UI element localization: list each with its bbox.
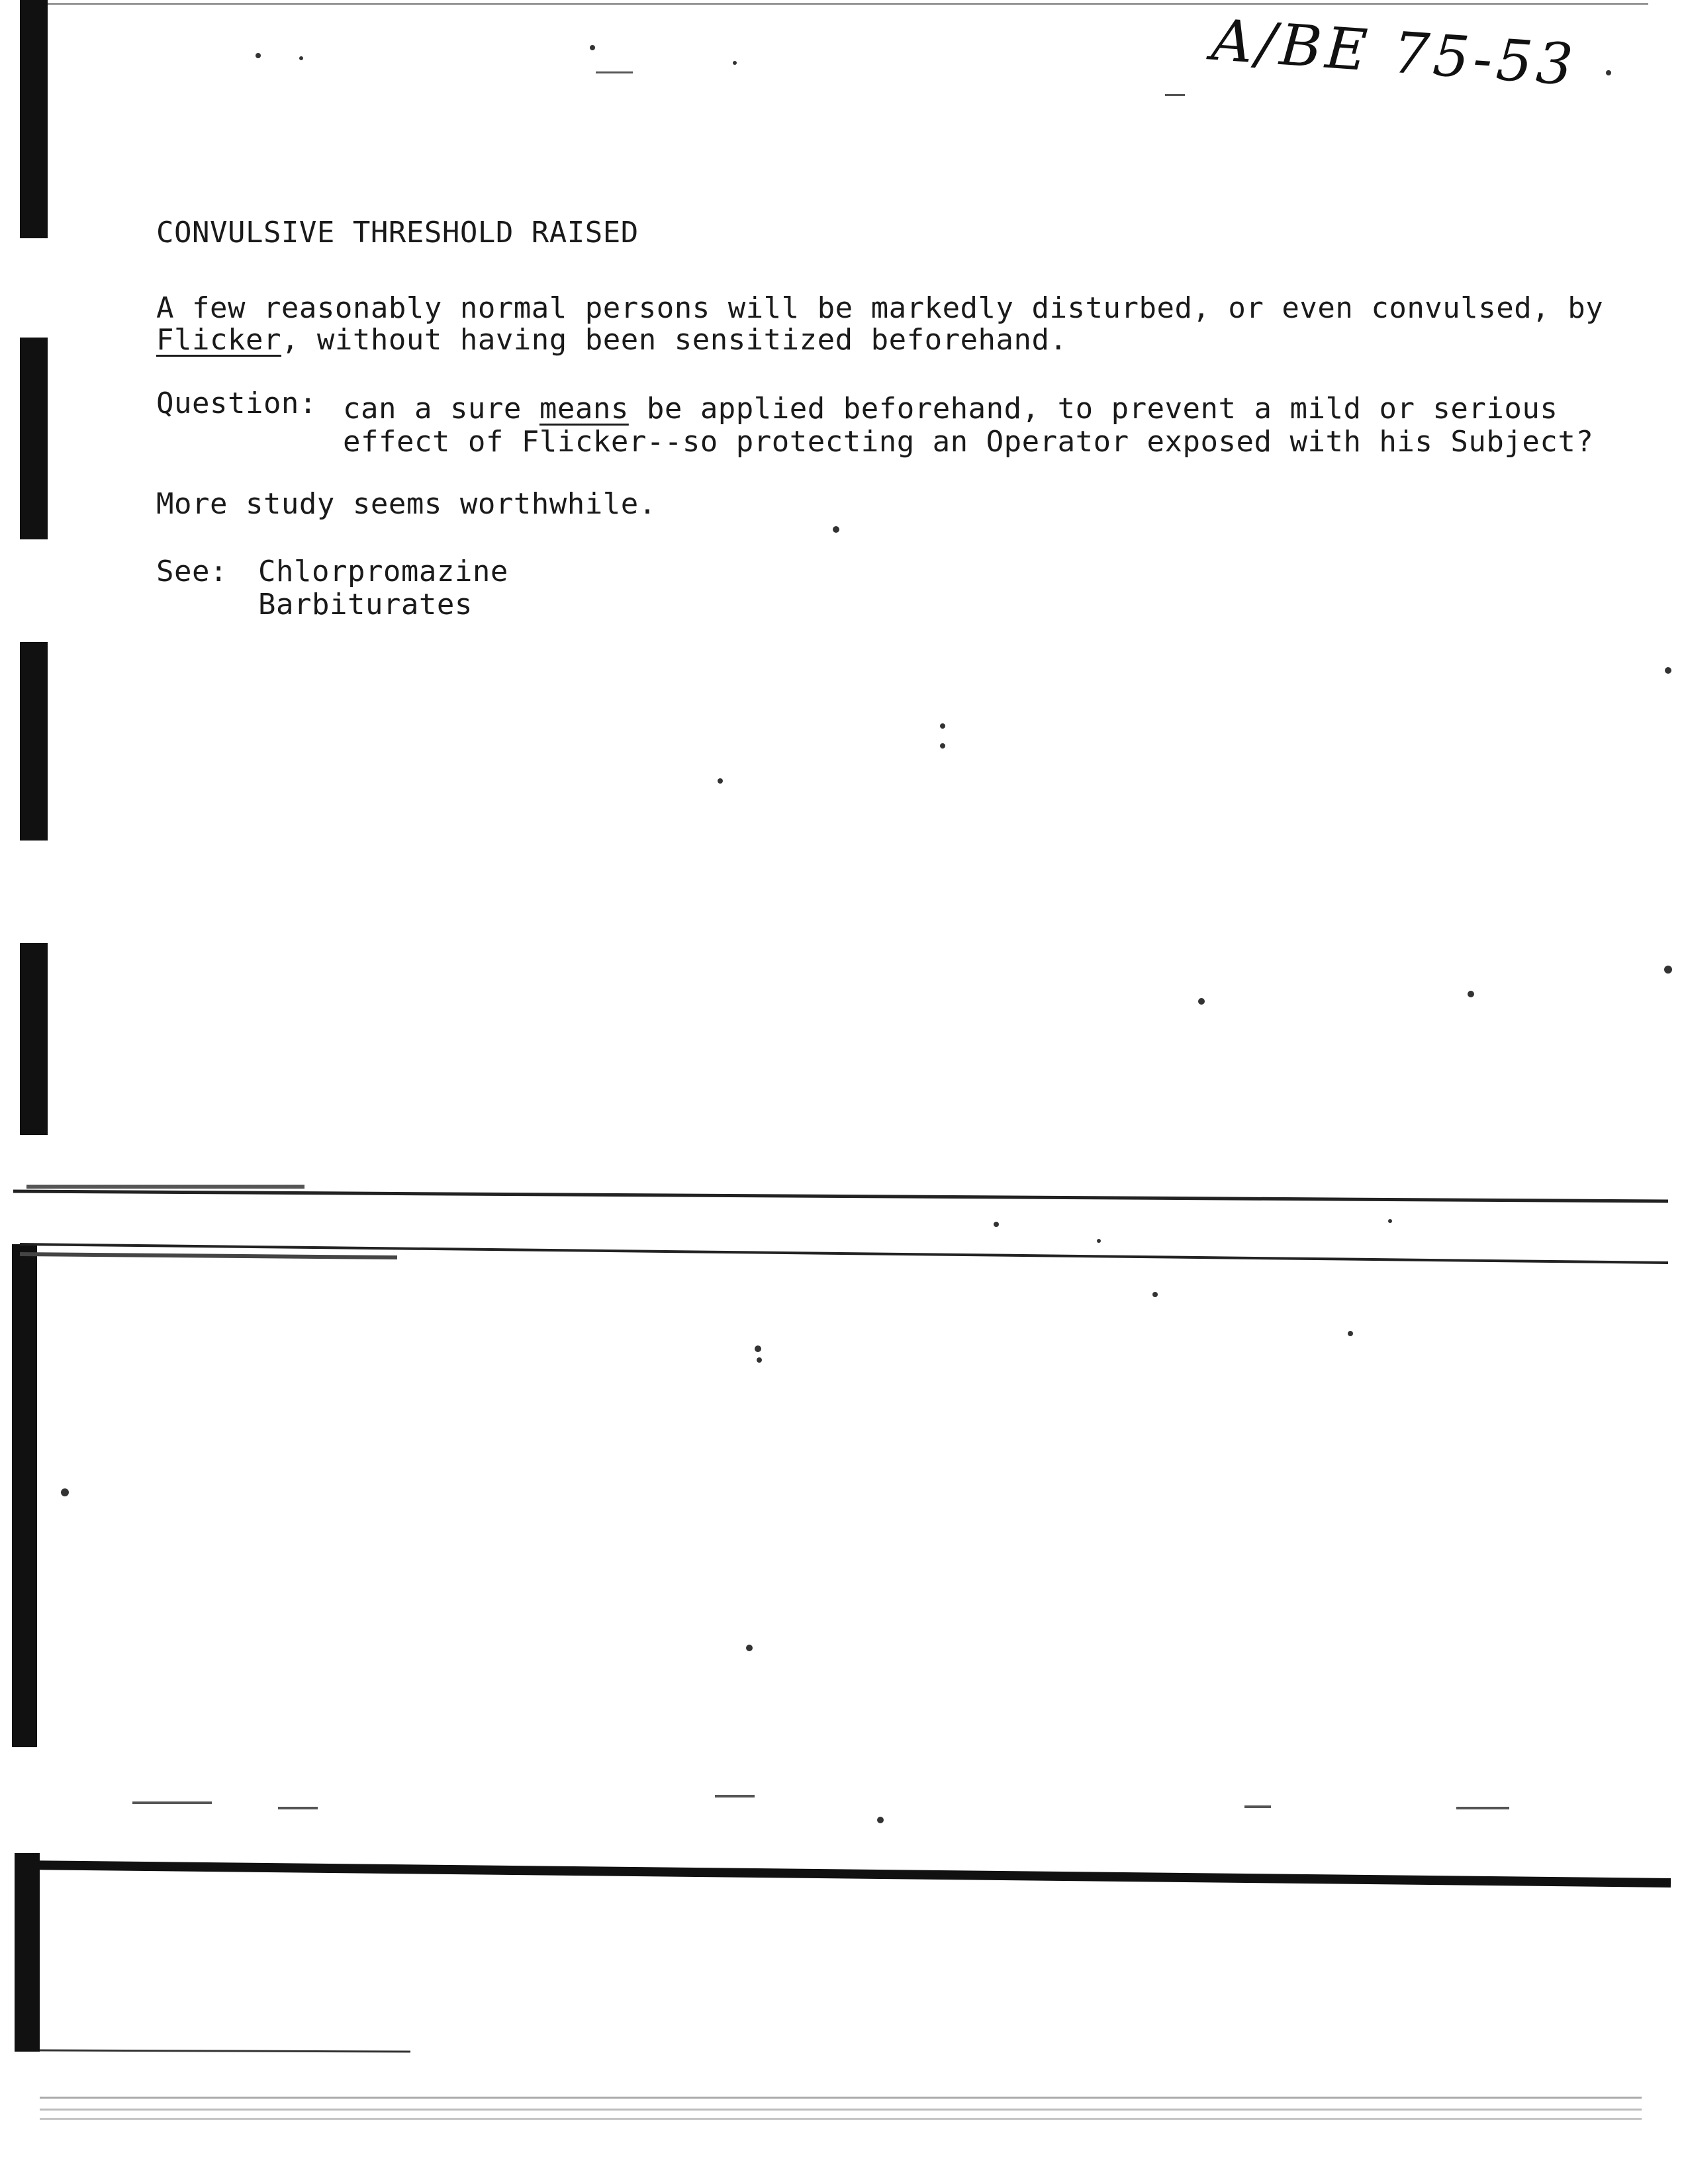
question-line-1-before: can a sure <box>343 392 539 426</box>
paragraph-1-line-1: A few reasonably normal persons will be markedly disturbed, or even convulsed, by <box>156 291 1604 325</box>
question-line-2: effect of Flicker--so protecting an Operator exposed with his Subject? <box>343 425 1594 459</box>
question-line-1-after: be applied beforehand, to prevent a mild or serious <box>628 392 1558 426</box>
paragraph-1-line-2-rest: , without having been sensitized beforehand. <box>281 323 1068 357</box>
question-label: Question: <box>156 387 317 420</box>
closing-sentence: More study seems worthwhile. <box>156 487 657 521</box>
document-heading: CONVULSIVE THRESHOLD RAISED <box>156 216 639 250</box>
paragraph-1-line-2 <box>156 323 1068 357</box>
means-underlined: means <box>539 392 629 426</box>
see-item-chlorpromazine: Chlorpromazine <box>258 555 508 588</box>
see-label: See: <box>156 555 228 588</box>
question-line-1 <box>343 392 1558 426</box>
see-item-barbiturates: Barbiturates <box>258 588 473 621</box>
flicker-underlined: Flicker <box>156 323 281 357</box>
handwritten-annotation: A/BE 75-53 <box>1209 7 1579 99</box>
